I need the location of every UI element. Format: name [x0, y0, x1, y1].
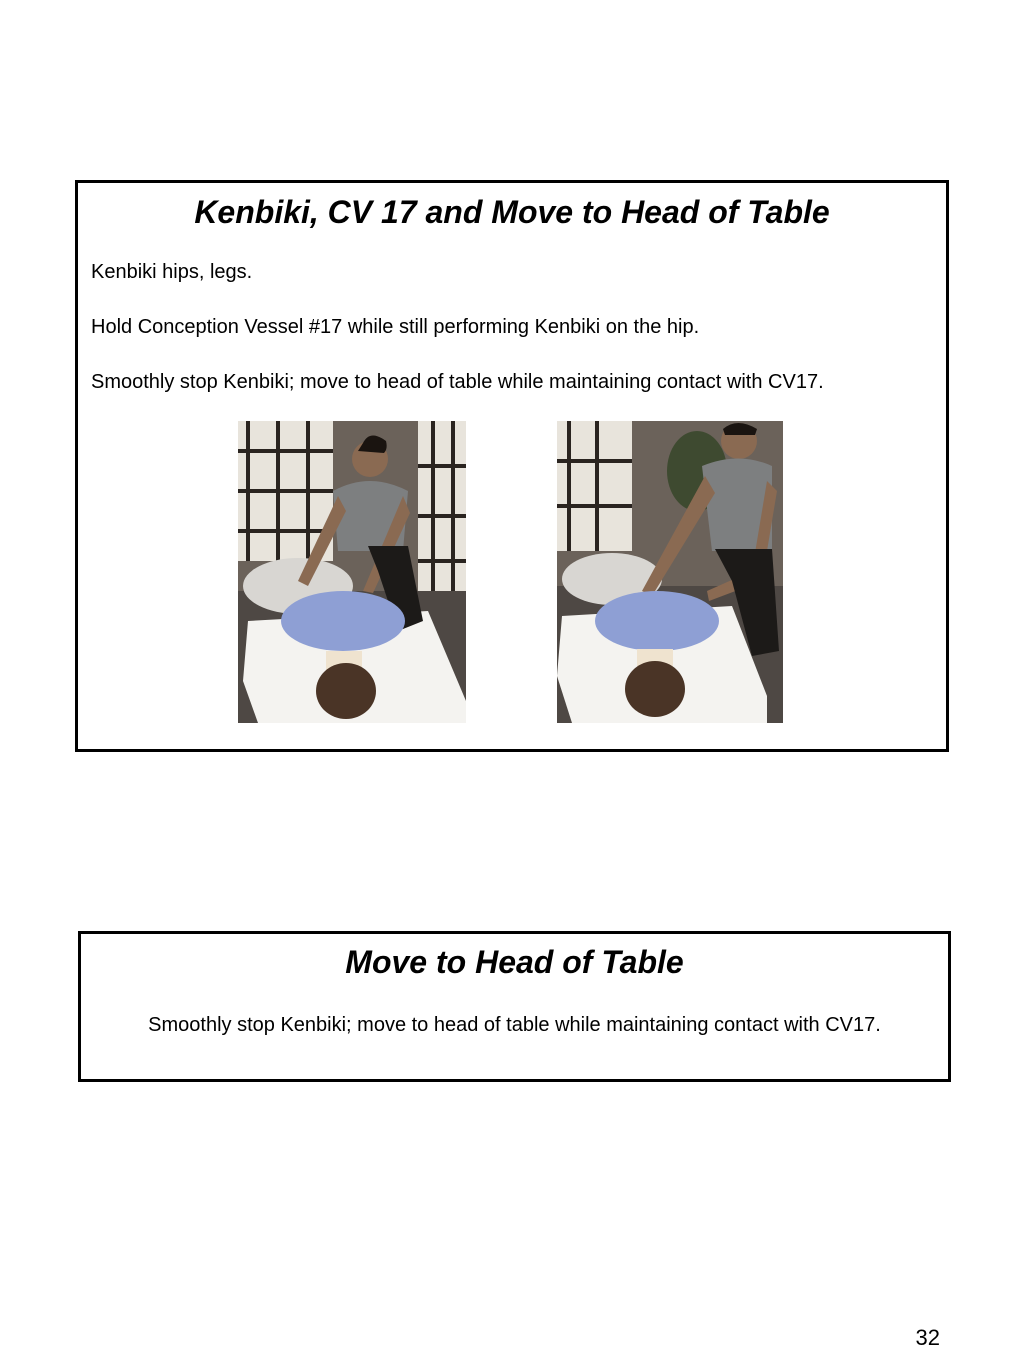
instruction-paragraph: Kenbiki hips, legs. [91, 261, 253, 283]
section-kenbiki-cv17 [75, 180, 949, 752]
section-title: Move to Head of Table [345, 944, 684, 980]
photo-practitioner-kenbiki [238, 421, 466, 723]
section-title: Kenbiki, CV 17 and Move to Head of Table [194, 194, 830, 230]
instruction-paragraph: Smoothly stop Kenbiki; move to head of table while maintaining contact with CV17. [148, 1014, 881, 1036]
photo-practitioner-moving-to-head [557, 421, 783, 723]
instruction-paragraph: Smoothly stop Kenbiki; move to head of table while maintaining contact with CV17. [91, 371, 824, 393]
page-number: 32 [915, 1325, 940, 1350]
instruction-paragraph: Hold Conception Vessel #17 while still performing Kenbiki on the hip. [91, 316, 700, 338]
section-move-to-head [78, 931, 951, 1082]
